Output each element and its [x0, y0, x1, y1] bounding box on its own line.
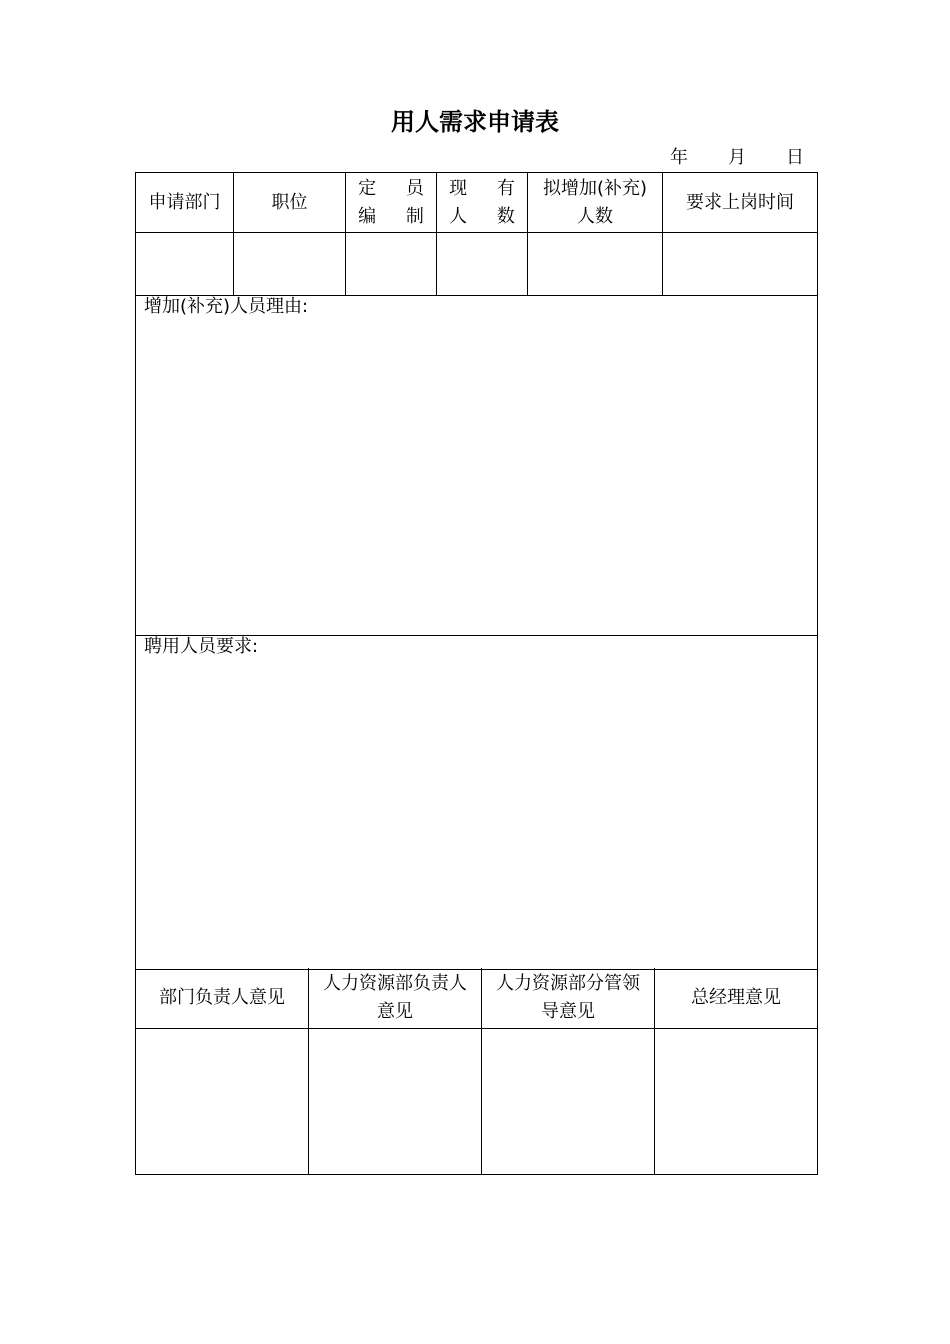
header-start-time: 要求上岗时间	[663, 173, 818, 233]
position-field[interactable]	[234, 233, 346, 296]
opinions-header-row	[136, 968, 818, 1028]
start-time-field[interactable]	[663, 233, 818, 296]
header-current-line1: 现 有	[449, 177, 527, 199]
header-quota	[346, 173, 437, 233]
current-count-field[interactable]	[437, 233, 528, 296]
hr-head-opinion-field[interactable]	[309, 1028, 482, 1174]
reason-field[interactable]	[136, 296, 818, 636]
opinion-header-dept-head: 部门负责人意见	[136, 968, 309, 1028]
opinion-hr-leader-line1: 人力资源部分管领	[496, 972, 640, 994]
reason-label: 增加(补充)人员理由:	[144, 296, 309, 317]
header-current-line2: 人 数	[449, 205, 527, 227]
page-title: 用人需求申请表	[391, 108, 559, 136]
header-quota-line2: 编 制	[358, 205, 436, 227]
requirements-row	[136, 636, 818, 970]
date-month-label: 月	[728, 147, 746, 168]
header-department: 申请部门	[136, 173, 234, 233]
date-year-label: 年	[670, 147, 688, 168]
reason-row	[136, 296, 818, 636]
date-day-label: 日	[786, 147, 804, 168]
opinions-table	[135, 968, 818, 1175]
header-add-line1: 拟增加(补充)	[542, 177, 648, 199]
dept-head-opinion-field[interactable]	[136, 1028, 309, 1174]
add-count-field[interactable]	[528, 233, 663, 296]
requirements-label: 聘用人员要求:	[144, 636, 259, 657]
hr-leader-opinion-field[interactable]	[482, 1028, 655, 1174]
opinion-hr-leader-line2: 导意见	[541, 1000, 595, 1022]
header-current	[437, 173, 528, 233]
requirements-field[interactable]	[136, 636, 818, 970]
opinion-hr-head-line2: 意见	[377, 1000, 413, 1022]
header-quota-line1: 定 员	[358, 177, 436, 199]
header-position: 职位	[234, 173, 346, 233]
department-field[interactable]	[136, 233, 234, 296]
header-add-count	[528, 173, 663, 233]
header-row	[136, 173, 818, 233]
opinion-header-gm: 总经理意见	[655, 968, 818, 1028]
opinion-hr-head-line1: 人力资源部负责人	[323, 972, 467, 994]
quota-field[interactable]	[346, 233, 437, 296]
opinion-header-hr-leader	[482, 968, 655, 1028]
opinions-input-row	[136, 1028, 818, 1174]
gm-opinion-field[interactable]	[655, 1028, 818, 1174]
application-table	[135, 172, 818, 970]
opinion-header-hr-head	[309, 968, 482, 1028]
input-row	[136, 233, 818, 296]
header-add-line2: 人数	[577, 205, 613, 227]
